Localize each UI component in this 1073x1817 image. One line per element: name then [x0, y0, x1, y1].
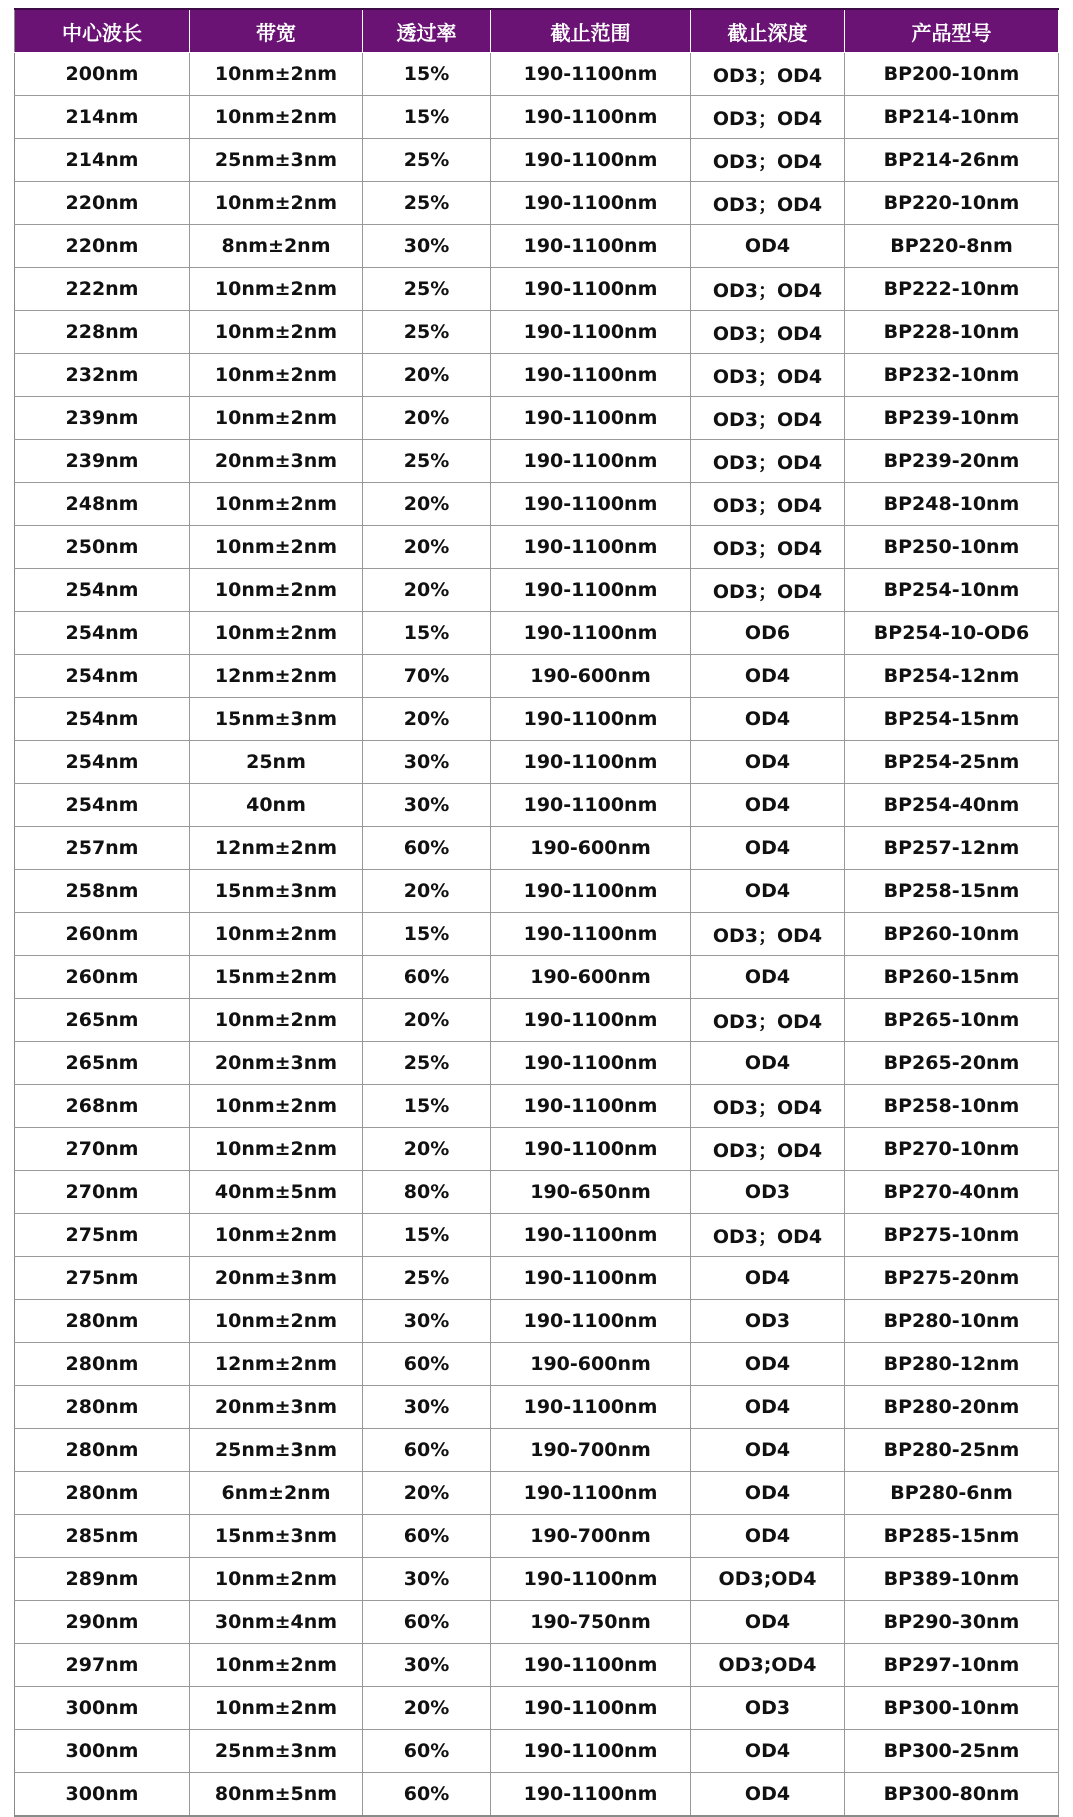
cell-bandwidth: 15nm±3nm: [190, 1515, 363, 1558]
cell-bandwidth: 8nm±2nm: [190, 225, 363, 268]
cell-transmittance: 20%: [363, 1687, 491, 1730]
cell-transmittance: 20%: [363, 483, 491, 526]
cell-bandwidth: 15nm±2nm: [190, 956, 363, 999]
cell-product-model: BP260-15nm: [845, 956, 1059, 999]
cell-blocking-depth: OD3；OD4: [691, 96, 845, 139]
table-row: [15, 1472, 1059, 1515]
cell-blocking-depth: OD4: [691, 1472, 845, 1515]
cell-center-wavelength: 248nm: [15, 483, 190, 526]
cell-center-wavelength: 285nm: [15, 1515, 190, 1558]
cell-bandwidth: 10nm±2nm: [190, 1128, 363, 1171]
cell-center-wavelength: 280nm: [15, 1429, 190, 1472]
cell-bandwidth: 12nm±2nm: [190, 827, 363, 870]
cell-transmittance: 30%: [363, 1644, 491, 1687]
cell-blocking-depth: OD3；OD4: [691, 139, 845, 182]
cell-product-model: BP257-12nm: [845, 827, 1059, 870]
cell-product-model: BP254-40nm: [845, 784, 1059, 827]
cell-blocking-depth: OD3；OD4: [691, 1214, 845, 1257]
cell-product-model: BP280-20nm: [845, 1386, 1059, 1429]
cell-blocking-range: 190-1100nm: [491, 1386, 691, 1429]
cell-blocking-depth: OD4: [691, 1515, 845, 1558]
table-row: [15, 268, 1059, 311]
cell-center-wavelength: 265nm: [15, 1042, 190, 1085]
cell-blocking-range: 190-1100nm: [491, 182, 691, 225]
cell-bandwidth: 20nm±3nm: [190, 1042, 363, 1085]
table-row: [15, 1128, 1059, 1171]
cell-transmittance: 60%: [363, 1773, 491, 1817]
cell-bandwidth: 30nm±4nm: [190, 1601, 363, 1644]
table-row: [15, 1429, 1059, 1472]
cell-center-wavelength: 254nm: [15, 784, 190, 827]
cell-bandwidth: 40nm: [190, 784, 363, 827]
cell-blocking-depth: OD3;OD4: [691, 1644, 845, 1687]
cell-blocking-range: 190-1100nm: [491, 96, 691, 139]
cell-transmittance: 30%: [363, 784, 491, 827]
cell-center-wavelength: 270nm: [15, 1171, 190, 1214]
cell-bandwidth: 20nm±3nm: [190, 440, 363, 483]
cell-bandwidth: 10nm±2nm: [190, 999, 363, 1042]
cell-blocking-range: 190-1100nm: [491, 784, 691, 827]
cell-transmittance: 60%: [363, 1601, 491, 1644]
table-row: [15, 741, 1059, 784]
cell-blocking-depth: OD3；OD4: [691, 526, 845, 569]
cell-blocking-range: 190-600nm: [491, 956, 691, 999]
cell-product-model: BP254-10-OD6: [845, 612, 1059, 655]
cell-blocking-range: 190-700nm: [491, 1429, 691, 1472]
cell-transmittance: 15%: [363, 96, 491, 139]
cell-center-wavelength: 275nm: [15, 1257, 190, 1300]
cell-transmittance: 20%: [363, 526, 491, 569]
table-row: [15, 139, 1059, 182]
cell-blocking-range: 190-1100nm: [491, 1730, 691, 1773]
cell-center-wavelength: 300nm: [15, 1730, 190, 1773]
cell-bandwidth: 10nm±2nm: [190, 483, 363, 526]
table-row: [15, 1214, 1059, 1257]
cell-center-wavelength: 268nm: [15, 1085, 190, 1128]
cell-transmittance: 80%: [363, 1171, 491, 1214]
cell-blocking-range: 190-1100nm: [491, 999, 691, 1042]
spec-sheet: [14, 8, 1058, 1817]
cell-bandwidth: 80nm±5nm: [190, 1773, 363, 1817]
cell-bandwidth: 10nm±2nm: [190, 182, 363, 225]
table-row: [15, 999, 1059, 1042]
cell-blocking-range: 190-1100nm: [491, 354, 691, 397]
cell-product-model: BP220-10nm: [845, 182, 1059, 225]
cell-product-model: BP214-26nm: [845, 139, 1059, 182]
cell-center-wavelength: 260nm: [15, 913, 190, 956]
cell-transmittance: 15%: [363, 53, 491, 96]
cell-blocking-range: 190-1100nm: [491, 1300, 691, 1343]
cell-bandwidth: 10nm±2nm: [190, 1300, 363, 1343]
cell-product-model: BP258-10nm: [845, 1085, 1059, 1128]
cell-product-model: BP254-25nm: [845, 741, 1059, 784]
cell-transmittance: 15%: [363, 913, 491, 956]
cell-blocking-range: 190-1100nm: [491, 53, 691, 96]
table-row: [15, 311, 1059, 354]
cell-transmittance: 20%: [363, 999, 491, 1042]
cell-blocking-depth: OD3；OD4: [691, 182, 845, 225]
table-row: [15, 225, 1059, 268]
cell-product-model: BP290-30nm: [845, 1601, 1059, 1644]
cell-blocking-depth: OD4: [691, 1601, 845, 1644]
table-body: [15, 53, 1059, 1817]
cell-bandwidth: 40nm±5nm: [190, 1171, 363, 1214]
cell-product-model: BP248-10nm: [845, 483, 1059, 526]
cell-transmittance: 70%: [363, 655, 491, 698]
cell-blocking-range: 190-600nm: [491, 655, 691, 698]
cell-transmittance: 60%: [363, 1515, 491, 1558]
cell-blocking-range: 190-600nm: [491, 827, 691, 870]
cell-product-model: BP239-10nm: [845, 397, 1059, 440]
table-row: [15, 526, 1059, 569]
cell-blocking-depth: OD4: [691, 1042, 845, 1085]
cell-transmittance: 20%: [363, 1472, 491, 1515]
cell-center-wavelength: 275nm: [15, 1214, 190, 1257]
cell-center-wavelength: 300nm: [15, 1687, 190, 1730]
cell-blocking-depth: OD3；OD4: [691, 268, 845, 311]
cell-product-model: BP300-25nm: [845, 1730, 1059, 1773]
cell-blocking-range: 190-1100nm: [491, 1644, 691, 1687]
cell-product-model: BP258-15nm: [845, 870, 1059, 913]
cell-blocking-depth: OD3；OD4: [691, 53, 845, 96]
cell-center-wavelength: 270nm: [15, 1128, 190, 1171]
cell-product-model: BP200-10nm: [845, 53, 1059, 96]
cell-bandwidth: 10nm±2nm: [190, 913, 363, 956]
table-row: [15, 354, 1059, 397]
cell-product-model: BP275-20nm: [845, 1257, 1059, 1300]
cell-bandwidth: 10nm±2nm: [190, 311, 363, 354]
table-row: [15, 655, 1059, 698]
cell-blocking-range: 190-650nm: [491, 1171, 691, 1214]
cell-blocking-range: 190-1100nm: [491, 440, 691, 483]
cell-transmittance: 15%: [363, 612, 491, 655]
cell-transmittance: 60%: [363, 1429, 491, 1472]
cell-product-model: BP280-6nm: [845, 1472, 1059, 1515]
cell-blocking-depth: OD4: [691, 1257, 845, 1300]
table-row: [15, 913, 1059, 956]
cell-blocking-depth: OD3;OD4: [691, 1558, 845, 1601]
cell-product-model: BP389-10nm: [845, 1558, 1059, 1601]
cell-blocking-range: 190-1100nm: [491, 526, 691, 569]
cell-blocking-depth: OD4: [691, 784, 845, 827]
cell-bandwidth: 10nm±2nm: [190, 1687, 363, 1730]
cell-bandwidth: 15nm±3nm: [190, 698, 363, 741]
cell-center-wavelength: 254nm: [15, 569, 190, 612]
filter-spec-table: [14, 8, 1059, 1817]
table-row: [15, 440, 1059, 483]
cell-blocking-depth: OD3: [691, 1300, 845, 1343]
table-row: [15, 1042, 1059, 1085]
cell-blocking-range: 190-1100nm: [491, 741, 691, 784]
cell-blocking-range: 190-1100nm: [491, 268, 691, 311]
cell-blocking-depth: OD4: [691, 956, 845, 999]
cell-blocking-depth: OD3；OD4: [691, 1128, 845, 1171]
cell-blocking-range: 190-1100nm: [491, 1773, 691, 1817]
cell-product-model: BP222-10nm: [845, 268, 1059, 311]
cell-product-model: BP280-10nm: [845, 1300, 1059, 1343]
cell-center-wavelength: 220nm: [15, 225, 190, 268]
cell-transmittance: 30%: [363, 1558, 491, 1601]
table-row: [15, 956, 1059, 999]
cell-center-wavelength: 222nm: [15, 268, 190, 311]
cell-product-model: BP265-10nm: [845, 999, 1059, 1042]
cell-transmittance: 25%: [363, 440, 491, 483]
table-row: [15, 1386, 1059, 1429]
table-row: [15, 182, 1059, 225]
cell-product-model: BP300-10nm: [845, 1687, 1059, 1730]
cell-bandwidth: 10nm±2nm: [190, 612, 363, 655]
cell-blocking-depth: OD4: [691, 1730, 845, 1773]
cell-product-model: BP254-12nm: [845, 655, 1059, 698]
cell-center-wavelength: 257nm: [15, 827, 190, 870]
table-header: [15, 9, 1059, 53]
cell-blocking-range: 190-1100nm: [491, 139, 691, 182]
cell-bandwidth: 10nm±2nm: [190, 53, 363, 96]
cell-center-wavelength: 254nm: [15, 741, 190, 784]
cell-transmittance: 30%: [363, 225, 491, 268]
cell-transmittance: 25%: [363, 1042, 491, 1085]
header-blocking-range: 截止范围: [491, 9, 691, 53]
cell-blocking-range: 190-1100nm: [491, 1214, 691, 1257]
cell-blocking-depth: OD3；OD4: [691, 1085, 845, 1128]
cell-transmittance: 20%: [363, 870, 491, 913]
cell-product-model: BP228-10nm: [845, 311, 1059, 354]
table-row: [15, 1558, 1059, 1601]
cell-blocking-depth: OD3: [691, 1171, 845, 1214]
cell-blocking-range: 190-1100nm: [491, 225, 691, 268]
table-row: [15, 1085, 1059, 1128]
table-row: [15, 1343, 1059, 1386]
cell-blocking-range: 190-1100nm: [491, 1085, 691, 1128]
cell-bandwidth: 12nm±2nm: [190, 655, 363, 698]
cell-blocking-depth: OD4: [691, 655, 845, 698]
cell-bandwidth: 10nm±2nm: [190, 397, 363, 440]
cell-transmittance: 20%: [363, 569, 491, 612]
cell-product-model: BP260-10nm: [845, 913, 1059, 956]
cell-bandwidth: 10nm±2nm: [190, 1085, 363, 1128]
cell-blocking-range: 190-1100nm: [491, 612, 691, 655]
cell-bandwidth: 10nm±2nm: [190, 569, 363, 612]
cell-product-model: BP265-20nm: [845, 1042, 1059, 1085]
table-row: [15, 1257, 1059, 1300]
cell-blocking-depth: OD6: [691, 612, 845, 655]
cell-blocking-depth: OD4: [691, 870, 845, 913]
cell-product-model: BP275-10nm: [845, 1214, 1059, 1257]
cell-product-model: BP239-20nm: [845, 440, 1059, 483]
table-row: [15, 827, 1059, 870]
table-row: [15, 1644, 1059, 1687]
table-row: [15, 612, 1059, 655]
cell-bandwidth: 10nm±2nm: [190, 1558, 363, 1601]
table-row: [15, 1171, 1059, 1214]
cell-transmittance: 60%: [363, 956, 491, 999]
table-row: [15, 1730, 1059, 1773]
cell-bandwidth: 6nm±2nm: [190, 1472, 363, 1515]
cell-blocking-range: 190-1100nm: [491, 870, 691, 913]
cell-transmittance: 60%: [363, 827, 491, 870]
cell-center-wavelength: 260nm: [15, 956, 190, 999]
header-center-wavelength: 中心波长: [15, 9, 190, 53]
cell-blocking-range: 190-1100nm: [491, 483, 691, 526]
cell-blocking-range: 190-600nm: [491, 1343, 691, 1386]
cell-center-wavelength: 289nm: [15, 1558, 190, 1601]
cell-blocking-depth: OD3；OD4: [691, 999, 845, 1042]
table-row: [15, 1300, 1059, 1343]
cell-blocking-depth: OD4: [691, 1386, 845, 1429]
cell-blocking-depth: OD3；OD4: [691, 569, 845, 612]
cell-center-wavelength: 239nm: [15, 440, 190, 483]
cell-center-wavelength: 250nm: [15, 526, 190, 569]
cell-blocking-range: 190-1100nm: [491, 698, 691, 741]
cell-blocking-range: 190-1100nm: [491, 397, 691, 440]
cell-blocking-depth: OD4: [691, 225, 845, 268]
cell-bandwidth: 25nm: [190, 741, 363, 784]
cell-center-wavelength: 254nm: [15, 698, 190, 741]
cell-transmittance: 20%: [363, 397, 491, 440]
table-row: [15, 1773, 1059, 1817]
cell-blocking-range: 190-1100nm: [491, 569, 691, 612]
cell-center-wavelength: 258nm: [15, 870, 190, 913]
table-row: [15, 397, 1059, 440]
cell-product-model: BP280-25nm: [845, 1429, 1059, 1472]
cell-bandwidth: 10nm±2nm: [190, 268, 363, 311]
cell-bandwidth: 10nm±2nm: [190, 96, 363, 139]
cell-product-model: BP232-10nm: [845, 354, 1059, 397]
cell-center-wavelength: 254nm: [15, 655, 190, 698]
table-row: [15, 784, 1059, 827]
cell-blocking-depth: OD4: [691, 827, 845, 870]
cell-blocking-range: 190-1100nm: [491, 913, 691, 956]
cell-transmittance: 60%: [363, 1343, 491, 1386]
cell-center-wavelength: 214nm: [15, 139, 190, 182]
cell-blocking-range: 190-700nm: [491, 1515, 691, 1558]
table-row: [15, 569, 1059, 612]
cell-bandwidth: 20nm±3nm: [190, 1386, 363, 1429]
table-row: [15, 698, 1059, 741]
cell-transmittance: 25%: [363, 311, 491, 354]
cell-product-model: BP250-10nm: [845, 526, 1059, 569]
header-blocking-depth: 截止深度: [691, 9, 845, 53]
cell-center-wavelength: 228nm: [15, 311, 190, 354]
cell-blocking-range: 190-1100nm: [491, 1128, 691, 1171]
cell-product-model: BP214-10nm: [845, 96, 1059, 139]
cell-blocking-depth: OD4: [691, 741, 845, 784]
cell-transmittance: 15%: [363, 1085, 491, 1128]
cell-transmittance: 20%: [363, 698, 491, 741]
cell-center-wavelength: 280nm: [15, 1300, 190, 1343]
cell-blocking-range: 190-1100nm: [491, 1558, 691, 1601]
cell-blocking-depth: OD4: [691, 698, 845, 741]
cell-product-model: BP254-15nm: [845, 698, 1059, 741]
cell-product-model: BP297-10nm: [845, 1644, 1059, 1687]
cell-product-model: BP285-15nm: [845, 1515, 1059, 1558]
header-row: [15, 9, 1059, 53]
cell-bandwidth: 10nm±2nm: [190, 354, 363, 397]
cell-center-wavelength: 280nm: [15, 1472, 190, 1515]
table-row: [15, 1687, 1059, 1730]
cell-product-model: BP220-8nm: [845, 225, 1059, 268]
cell-center-wavelength: 280nm: [15, 1343, 190, 1386]
cell-bandwidth: 20nm±3nm: [190, 1257, 363, 1300]
cell-center-wavelength: 220nm: [15, 182, 190, 225]
cell-bandwidth: 25nm±3nm: [190, 1429, 363, 1472]
cell-transmittance: 60%: [363, 1730, 491, 1773]
cell-blocking-range: 190-1100nm: [491, 1687, 691, 1730]
cell-product-model: BP280-12nm: [845, 1343, 1059, 1386]
cell-bandwidth: 10nm±2nm: [190, 526, 363, 569]
cell-blocking-range: 190-1100nm: [491, 1472, 691, 1515]
cell-bandwidth: 25nm±3nm: [190, 139, 363, 182]
cell-center-wavelength: 290nm: [15, 1601, 190, 1644]
cell-product-model: BP254-10nm: [845, 569, 1059, 612]
cell-blocking-depth: OD3；OD4: [691, 440, 845, 483]
cell-transmittance: 15%: [363, 1214, 491, 1257]
cell-transmittance: 25%: [363, 139, 491, 182]
header-bandwidth: 带宽: [190, 9, 363, 53]
cell-center-wavelength: 300nm: [15, 1773, 190, 1817]
cell-blocking-depth: OD3；OD4: [691, 397, 845, 440]
cell-transmittance: 25%: [363, 268, 491, 311]
cell-product-model: BP270-10nm: [845, 1128, 1059, 1171]
cell-blocking-range: 190-1100nm: [491, 1042, 691, 1085]
cell-center-wavelength: 232nm: [15, 354, 190, 397]
cell-blocking-range: 190-750nm: [491, 1601, 691, 1644]
table-row: [15, 1515, 1059, 1558]
cell-transmittance: 25%: [363, 1257, 491, 1300]
table-row: [15, 870, 1059, 913]
cell-transmittance: 20%: [363, 1128, 491, 1171]
cell-transmittance: 30%: [363, 1300, 491, 1343]
table-row: [15, 96, 1059, 139]
cell-blocking-depth: OD4: [691, 1429, 845, 1472]
cell-center-wavelength: 200nm: [15, 53, 190, 96]
table-row: [15, 1601, 1059, 1644]
cell-product-model: BP300-80nm: [845, 1773, 1059, 1817]
cell-blocking-range: 190-1100nm: [491, 311, 691, 354]
cell-bandwidth: 15nm±3nm: [190, 870, 363, 913]
header-product-model: 产品型号: [845, 9, 1059, 53]
cell-blocking-range: 190-1100nm: [491, 1257, 691, 1300]
cell-center-wavelength: 254nm: [15, 612, 190, 655]
table-row: [15, 53, 1059, 96]
cell-center-wavelength: 280nm: [15, 1386, 190, 1429]
cell-transmittance: 25%: [363, 182, 491, 225]
cell-blocking-depth: OD3；OD4: [691, 913, 845, 956]
cell-bandwidth: 10nm±2nm: [190, 1214, 363, 1257]
cell-blocking-depth: OD3；OD4: [691, 311, 845, 354]
cell-bandwidth: 10nm±2nm: [190, 1644, 363, 1687]
cell-center-wavelength: 297nm: [15, 1644, 190, 1687]
cell-center-wavelength: 239nm: [15, 397, 190, 440]
cell-blocking-depth: OD4: [691, 1343, 845, 1386]
cell-transmittance: 30%: [363, 741, 491, 784]
cell-blocking-depth: OD4: [691, 1773, 845, 1817]
cell-center-wavelength: 265nm: [15, 999, 190, 1042]
cell-transmittance: 20%: [363, 354, 491, 397]
cell-transmittance: 30%: [363, 1386, 491, 1429]
cell-blocking-depth: OD3；OD4: [691, 483, 845, 526]
table-row: [15, 483, 1059, 526]
cell-product-model: BP270-40nm: [845, 1171, 1059, 1214]
header-transmittance: 透过率: [363, 9, 491, 53]
cell-bandwidth: 25nm±3nm: [190, 1730, 363, 1773]
cell-center-wavelength: 214nm: [15, 96, 190, 139]
cell-blocking-depth: OD3；OD4: [691, 354, 845, 397]
cell-bandwidth: 12nm±2nm: [190, 1343, 363, 1386]
cell-blocking-depth: OD3: [691, 1687, 845, 1730]
